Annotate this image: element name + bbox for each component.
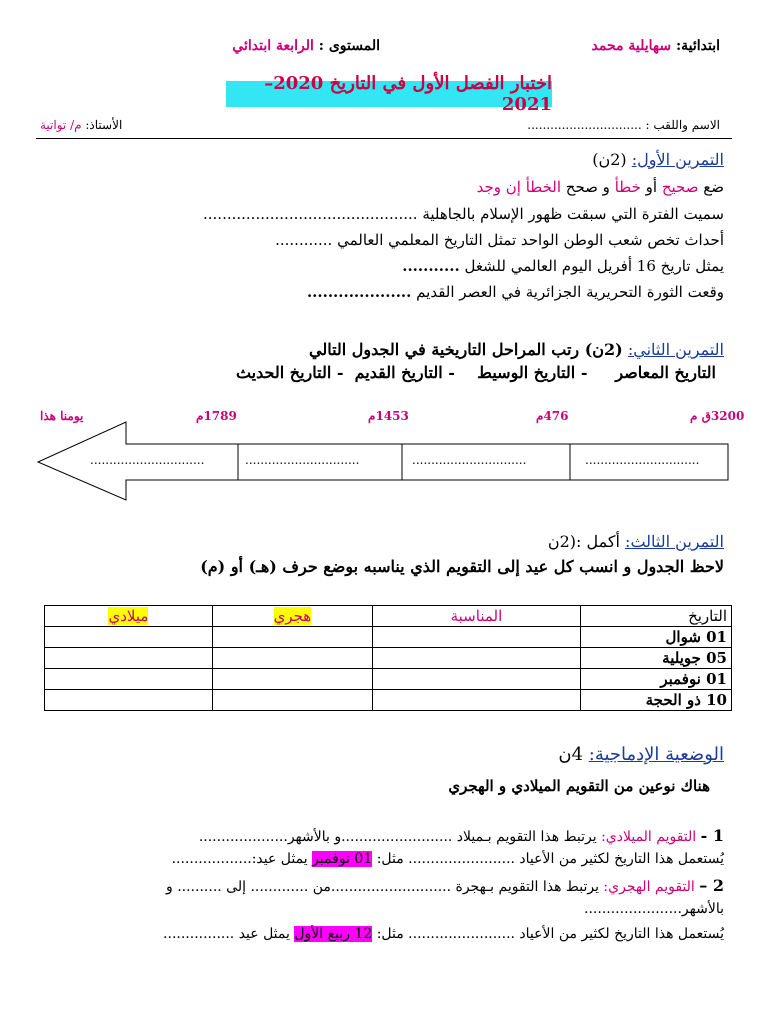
exercise1-question-3 — [402, 257, 724, 275]
header-occasion: المناسبة — [372, 606, 580, 627]
level-value: الرابعة ابتدائي — [232, 38, 314, 54]
exercise1-instruction — [477, 178, 724, 196]
timeline-date-2: 476م — [536, 409, 569, 423]
row-date: 01 شوال — [581, 627, 732, 648]
integration-item-1 — [199, 826, 724, 845]
exercise3-heading — [548, 532, 724, 551]
occasion-cell[interactable] — [372, 627, 580, 648]
integration-title: الوضعية الإدماجية: — [588, 744, 724, 765]
student-name-field: الاسم واللقب : .............................. — [527, 118, 720, 132]
inst-fix: الخطأ إن وجد — [476, 178, 562, 196]
item-1-text: يرتبط هذا التقويم بـميلاد .........................و بالأشهر.................... — [198, 829, 597, 845]
item-1-number: 1 - — [700, 826, 724, 845]
inst-prefix: ضع — [703, 178, 724, 196]
inst-or: أو — [645, 178, 658, 196]
school-label: ابتدائية: — [675, 38, 720, 54]
integration-heading — [558, 744, 724, 765]
occasion-cell[interactable] — [372, 648, 580, 669]
q3-blank: ........... — [402, 257, 460, 275]
exercise3-title: التمرين الثالث: — [625, 532, 724, 551]
item-2c-tail: يمثل عيد ................ — [163, 926, 290, 942]
integration-points: 4ن — [558, 744, 584, 765]
q4-blank: .................... — [306, 283, 412, 301]
level-line — [232, 38, 380, 54]
item-2c-highlight: 12 ربيع الأول — [294, 926, 373, 942]
item-1b-tail: يمثل عيد:.................. — [171, 851, 308, 867]
hijri-cell[interactable] — [212, 690, 372, 711]
table-row — [45, 690, 732, 711]
item-2-number: 2 – — [699, 876, 724, 895]
row-date: 05 جويلية — [581, 648, 732, 669]
header-gregorian-label: ميلادي — [108, 607, 149, 625]
gregorian-cell[interactable] — [45, 690, 213, 711]
exercise1-title: التمرين الأول: — [631, 150, 724, 169]
teacher-line — [40, 118, 122, 132]
timeline-date-1: 3200ق م — [690, 409, 745, 423]
exercise1-question-1: سميت الفترة التي سبقت ظهور الإسلام بالجاهلية ............................................. — [203, 205, 724, 223]
item-2-label: التقويم الهجري: — [603, 879, 695, 895]
integration-item-2-line-3 — [163, 926, 724, 942]
word-wrong: خطأ — [614, 178, 641, 196]
exercise3-instruction: لاحظ الجدول و انسب كل عيد إلى التقويم الذي يناسبه بوضع حرف (هـ) أو (م) — [200, 557, 724, 576]
hijri-cell[interactable] — [212, 627, 372, 648]
exercise1-points: (2ن) — [592, 150, 627, 169]
header-hijri — [212, 606, 372, 627]
header-hijri-label: هجري — [273, 607, 312, 625]
hijri-cell[interactable] — [212, 669, 372, 690]
table-row — [45, 648, 732, 669]
exercise2-periods: التاريخ المعاصر - التاريخ الوسيط - التاريخ القديم - التاريخ الحديث — [235, 363, 716, 382]
timeline-date-5: يومنا هذا — [40, 409, 84, 423]
q3-text: يمثل تاريخ 16 أفريل اليوم العالمي للشغل — [464, 257, 724, 275]
hijri-cell[interactable] — [212, 648, 372, 669]
timeline-blank-1[interactable]: .............................. — [585, 453, 700, 467]
item-1b-highlight: 01 نوفمبر — [312, 851, 373, 867]
row-date: 01 نوفمبر — [581, 669, 732, 690]
integration-item-2-line-2: بالأشهر...................... — [584, 901, 724, 917]
table-header-row — [45, 606, 732, 627]
exercise2-heading — [309, 340, 724, 359]
exercise2-title: التمرين الثاني: — [627, 340, 724, 359]
gregorian-cell[interactable] — [45, 627, 213, 648]
timeline-date-4: 1789م — [196, 409, 237, 423]
item-2-text: يرتبط هذا التقويم بـهجرة ...........................من ............. إلى .......... و — [166, 879, 599, 895]
inst-and: و صحح — [565, 178, 610, 196]
occasion-cell[interactable] — [372, 690, 580, 711]
teacher-label: الأستاذ: — [85, 118, 123, 132]
item-1b-text: يُستعمل هذا التاريخ لكثير من الأعياد ........................ مثل: — [376, 851, 724, 867]
timeline-blank-2[interactable]: .............................. — [412, 453, 527, 467]
exam-title: اختبار الفصل الأول في التاريخ 2020–2021 — [226, 81, 552, 107]
table-row — [45, 669, 732, 690]
calendar-table — [44, 605, 732, 711]
item-1-label: التقويم الميلادي: — [601, 829, 697, 845]
timeline-blank-3[interactable]: .............................. — [245, 453, 360, 467]
exercise3-points: أكمل :(2ن — [547, 532, 620, 551]
integration-item-2 — [166, 876, 724, 895]
level-label: المستوى : — [318, 38, 380, 54]
table-row — [45, 627, 732, 648]
exercise1-heading — [592, 150, 724, 169]
header-date: التاريخ — [581, 606, 732, 627]
word-correct: صحيح — [661, 178, 699, 196]
exercise1-question-2: أحداث تخص شعب الوطن الواحد تمثل التاريخ المعلمي العالمي ............ — [275, 231, 724, 249]
exercise1-question-4 — [307, 283, 724, 301]
q4-text: وقعت الثورة التحريرية الجزائرية في العصر القديم — [416, 283, 724, 301]
integration-intro: هناك نوعين من التقويم الميلادي و الهجري — [448, 777, 710, 795]
exercise2-instruction: (2ن) رتب المراحل التاريخية في الجدول التالي — [308, 340, 623, 359]
occasion-cell[interactable] — [372, 669, 580, 690]
header-divider — [36, 138, 732, 139]
school-name: سهايلية محمد — [591, 38, 672, 54]
integration-item-1-line-2 — [172, 851, 724, 867]
item-2c-text: يُستعمل هذا التاريخ لكثير من الأعياد ........................ مثل: — [376, 926, 724, 942]
gregorian-cell[interactable] — [45, 648, 213, 669]
row-date: 10 ذو الحجة — [581, 690, 732, 711]
header-gregorian — [45, 606, 213, 627]
gregorian-cell[interactable] — [45, 669, 213, 690]
teacher-name: م/ تواتية — [40, 118, 82, 132]
timeline-blank-4[interactable]: .............................. — [90, 453, 205, 467]
school-line — [592, 38, 721, 54]
timeline-date-3: 1453م — [368, 409, 409, 423]
